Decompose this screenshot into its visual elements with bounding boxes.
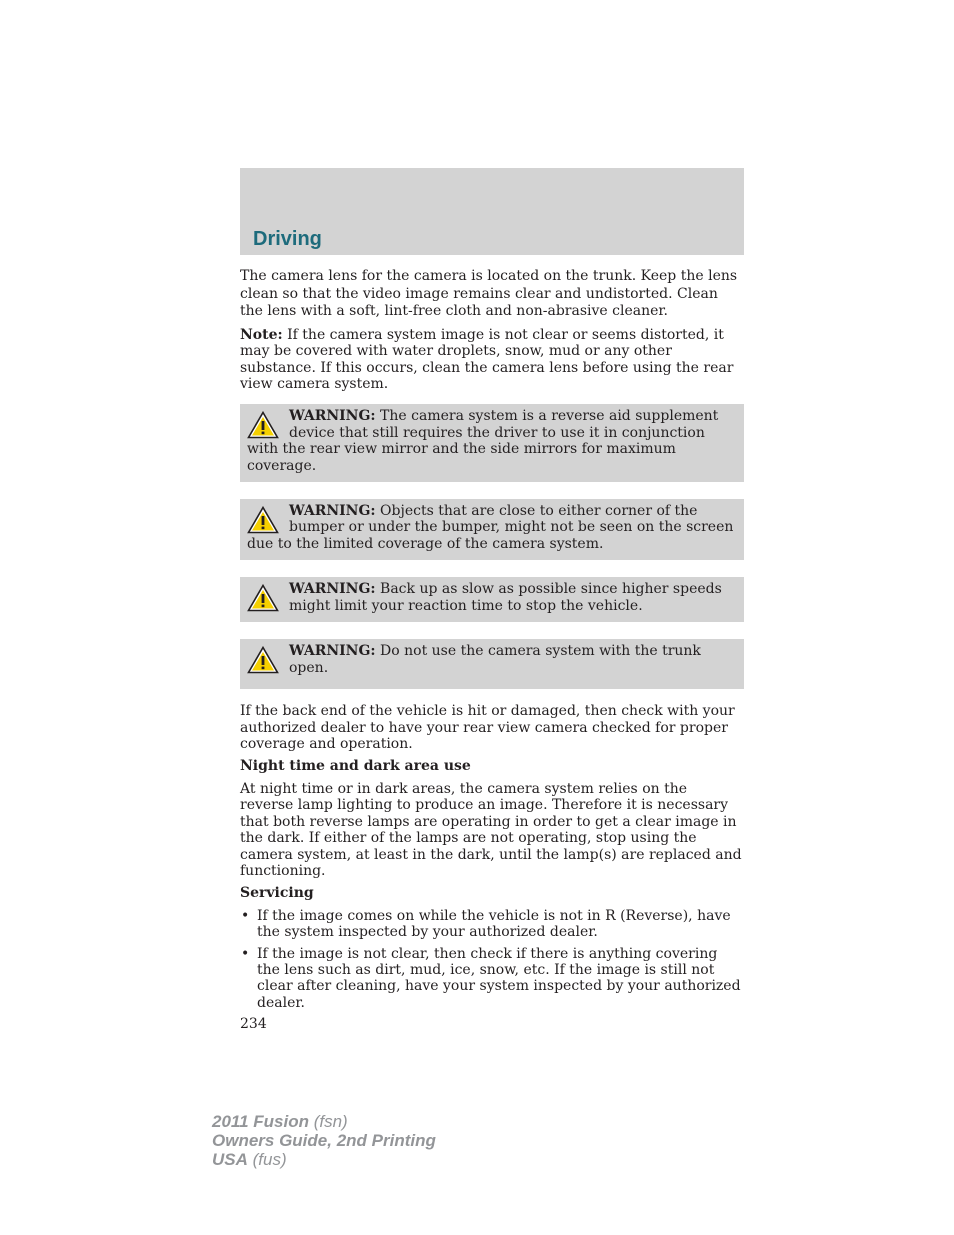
- night-heading: Night time and dark area use: [240, 758, 471, 775]
- warning-text: WARNING: Objects that are close to either corner of the bumper or under the bumper, might not be seen on the screen due to the limited coverage of the camera system.: [247, 503, 734, 552]
- damage-paragraph: If the back end of the vehicle is hit or damaged, then check with your authorized dealer to have your rear view camera checked for proper coverage and operation.: [240, 703, 735, 753]
- footer-line-2: Owners Guide, 2nd Printing: [212, 1131, 436, 1150]
- warning-box: [240, 404, 744, 482]
- bullet: •: [241, 907, 250, 924]
- note-text: If the camera system image is not clear or seems distorted, it may be covered with water droplets, snow, mud or any other substance. If this occurs, clean the camera lens before using the rear view camera system.: [240, 326, 734, 392]
- warning-box: [240, 577, 744, 622]
- warning-triangle-icon: [247, 506, 279, 534]
- warning-triangle-icon: [247, 584, 279, 612]
- warning-triangle-icon: [247, 411, 279, 439]
- warning-label: WARNING:: [289, 503, 376, 520]
- servicing-list: [240, 908, 744, 1011]
- warning-box: [240, 639, 744, 689]
- warning-box: [240, 499, 744, 560]
- bullet: •: [241, 945, 250, 962]
- section-header: [240, 168, 744, 255]
- list-item: • If the image comes on while the vehicle is not in R (Reverse), have the system inspected by your authorized dealer.: [241, 907, 731, 941]
- servicing-heading: Servicing: [240, 885, 314, 902]
- page-number: 234: [240, 1016, 267, 1033]
- footer: [212, 1112, 436, 1169]
- warning-label: WARNING:: [289, 408, 376, 425]
- warning-label: WARNING:: [289, 643, 376, 660]
- warning-text: WARNING: Back up as slow as possible since higher speeds might limit your reaction time to stop the vehicle.: [289, 581, 722, 614]
- warning-triangle-icon: [247, 646, 279, 674]
- note-paragraph: [240, 327, 744, 393]
- footer-line-1: 2011 Fusion (fsn): [212, 1112, 348, 1131]
- warning-label: WARNING:: [289, 581, 376, 598]
- note-label: Note:: [240, 326, 283, 343]
- page-content: [240, 268, 744, 1033]
- lens-location-paragraph: The camera lens for the camera is located on the trunk. Keep the lens clean so that the video image remains clear and undistorted. Clean the lens with a soft, lint-free cloth and non-abrasive cleaner.: [240, 268, 738, 320]
- night-paragraph: At night time or in dark areas, the camera system relies on the reverse lamp lighting to produce an image. Therefore it is necessary that both reverse lamps are operating in order to get a clear image in the dark. If either of the lamps are not operating, stop using the camera system, at least in the dark, until the lamp(s) are replaced and functioning.: [240, 780, 742, 879]
- footer-line-3: USA (fus): [212, 1150, 287, 1169]
- section-title: Driving: [253, 228, 322, 250]
- warning-text: WARNING: The camera system is a reverse aid supplement device that still requires the driver to use it in conjunction with the rear view mirror and the side mirrors for maximum coverage.: [247, 408, 719, 474]
- warning-text: WARNING: Do not use the camera system with the trunk open.: [289, 643, 701, 676]
- list-item: • If the image is not clear, then check if there is anything covering the lens such as dirt, mud, ice, snow, etc. If the image is still not clear after cleaning, have your system inspected by your authorized dealer.: [241, 945, 741, 1011]
